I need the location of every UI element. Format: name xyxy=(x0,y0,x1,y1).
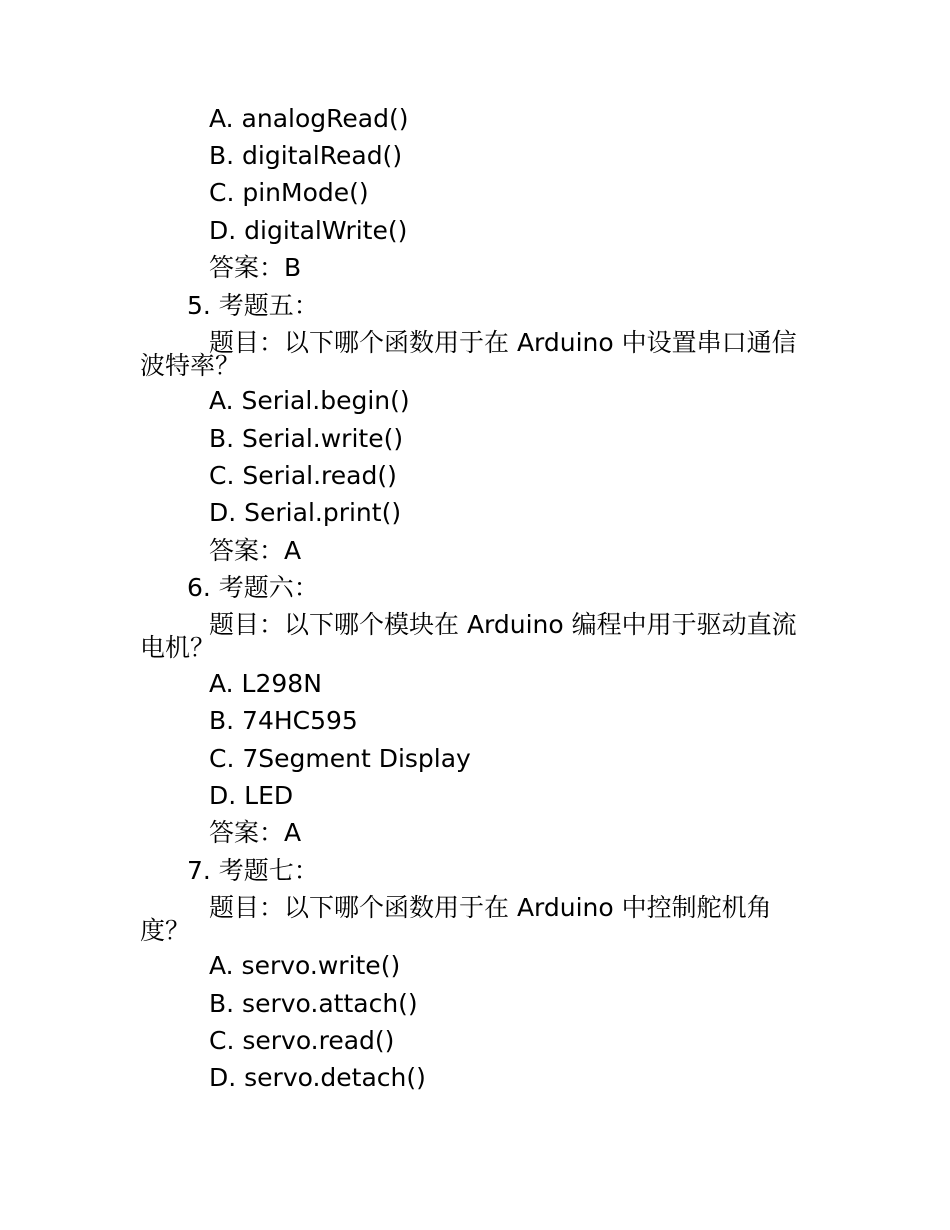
option-b: B. digitalRead() xyxy=(209,141,403,170)
question-text-line1: 题目：以下哪个函数用于在 Arduino 中设置串口通信 xyxy=(209,328,797,357)
option-d: D. LED xyxy=(209,781,294,810)
option-a: A. Serial.begin() xyxy=(209,386,410,415)
answer: 答案：A xyxy=(209,536,302,565)
option-a: A. L298N xyxy=(209,669,322,698)
option-a: A. servo.write() xyxy=(209,951,401,980)
question-text-line2: 度？ xyxy=(140,916,191,945)
question-heading: 5. 考题五： xyxy=(187,291,319,320)
option-b: B. 74HC595 xyxy=(209,706,358,735)
option-c: C. pinMode() xyxy=(209,178,369,207)
answer: 答案：A xyxy=(209,818,302,847)
option-c: C. 7Segment Display xyxy=(209,744,471,773)
question-text-line1: 题目：以下哪个函数用于在 Arduino 中控制舵机角 xyxy=(209,893,772,922)
option-c: C. servo.read() xyxy=(209,1026,395,1055)
option-d: D. digitalWrite() xyxy=(209,216,408,245)
question-text-line2: 电机？ xyxy=(140,633,216,662)
option-d: D. Serial.print() xyxy=(209,498,402,527)
question-text-line1: 题目：以下哪个模块在 Arduino 编程中用于驱动直流 xyxy=(209,610,797,639)
option-c: C. Serial.read() xyxy=(209,461,397,490)
answer: 答案：B xyxy=(209,253,302,282)
question-heading: 7. 考题七： xyxy=(187,856,319,885)
option-b: B. Serial.write() xyxy=(209,424,404,453)
question-text-line2: 波特率？ xyxy=(140,351,241,380)
option-d: D. servo.detach() xyxy=(209,1063,426,1092)
question-heading: 6. 考题六： xyxy=(187,573,319,602)
option-b: B. servo.attach() xyxy=(209,989,418,1018)
option-a: A. analogRead() xyxy=(209,104,409,133)
